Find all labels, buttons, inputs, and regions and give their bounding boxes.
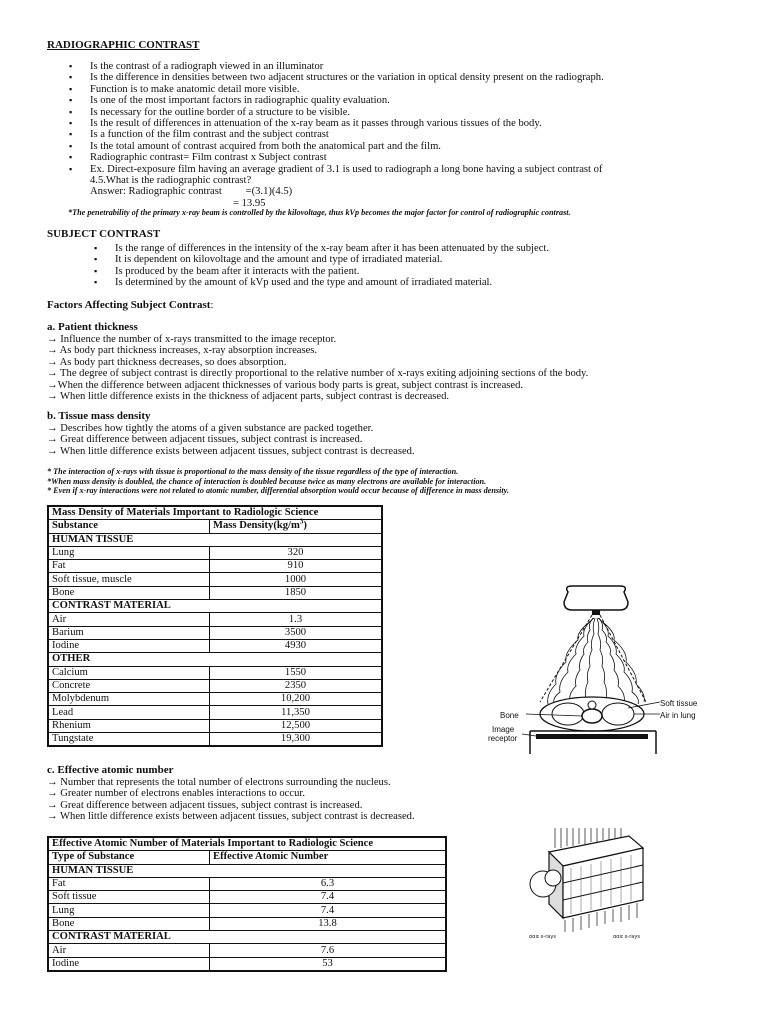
spine-bone — [582, 709, 602, 723]
table-cell-value: 7.4 — [210, 904, 447, 917]
list-item: *When mass density is doubled, the chance of interaction is doubled because twice as many electrons are available for interaction. — [47, 476, 487, 486]
bullet-item: ▪ Is necessary for the outline border of a structure to be visible. — [65, 107, 604, 118]
kvp-note: *The penetrability of the primary x-ray beam is controlled by the kilovoltage, thus kVp becomes the major factor for control of radiographic contrast. — [68, 208, 571, 217]
answer-line-2: = 13.95 — [90, 197, 266, 209]
list-item: → Great difference between adjacent tissues, subject contrast is increased. — [47, 799, 363, 811]
table-section-header: HUMAN TISSUE — [48, 533, 382, 546]
atomic-number-table-wrap — [47, 836, 447, 972]
subject-contrast-list — [90, 243, 549, 289]
list-item: → As body part thickness decreases, so does absorption. — [47, 356, 287, 368]
table-row — [48, 679, 382, 692]
table-cell-substance: Lead — [48, 706, 210, 719]
sphere-object-small — [545, 870, 561, 886]
bullet-item: ▪ Is the difference in densities between two adjacent structures or the variation in optical density present on the radiograph. — [65, 72, 604, 83]
table-row — [48, 719, 382, 732]
table-row — [48, 626, 382, 639]
table-cell-substance: Barium — [48, 626, 210, 639]
table-cell-substance: Bone — [48, 586, 210, 599]
label-receptor: receptor — [488, 734, 518, 743]
bullet-item: ▪ Radiographic contrast= Film contrast x Subject contrast — [65, 152, 604, 163]
table2-title: Effective Atomic Number of Materials Important to Radiologic Science — [48, 837, 446, 851]
example-continuation: 4.5.What is the radiographic contrast? — [90, 175, 252, 187]
patient-thickness-title: a. Patient thickness — [47, 321, 138, 333]
bullet-item: ▪ It is dependent on kilovoltage and the amount and type of irradiated material. — [90, 254, 549, 265]
radiographic-contrast-title: RADIOGRAPHIC CONTRAST — [47, 39, 200, 51]
bullet-item: ▪ Is one of the most important factors in radiographic quality evaluation. — [65, 95, 604, 106]
tube-window — [592, 610, 600, 615]
mass-density-table-wrap — [47, 505, 383, 747]
list-item: → As body part thickness increases, x-ray absorption increases. — [47, 345, 318, 357]
table-cell-substance: Iodine — [48, 639, 210, 652]
table-cell-substance: Rhenium — [48, 719, 210, 732]
bullet-item: ▪ Ex. Direct-exposure film having an average gradient of 3.1 is used to radiograph a long bone having a subject contrast of — [65, 164, 604, 175]
bullet-item: ▪ Is the result of differences in attenuation of the x-ray beam as it passes through various tissues of the body. — [65, 118, 604, 129]
atomic-number-title: c. Effective atomic number — [47, 764, 174, 776]
table-cell-substance: Soft tissue — [48, 891, 210, 904]
table-row — [48, 944, 446, 957]
atomic-number-table — [47, 836, 447, 972]
lung-right — [602, 703, 634, 725]
list-item: → Number that represents the total number of electrons surrounding the nucleus. — [47, 777, 391, 788]
answer-line-1: Answer: Radiographic contrast =(3.1)(4.5) — [90, 186, 293, 198]
bullet-item: ▪ Is the contrast of a radiograph viewed in an illuminator — [65, 61, 604, 72]
list-item: → When little difference exists between adjacent tissues, subject contrast is decreased. — [47, 811, 415, 823]
figure2-label-right: ααα x-rays — [613, 934, 640, 940]
table-cell-value: 7.6 — [210, 944, 447, 957]
table-cell-value: 1000 — [210, 573, 383, 586]
table-row — [48, 573, 382, 586]
table-row — [48, 639, 382, 652]
table-cell-substance: Bone — [48, 917, 210, 930]
table-cell-substance: Molybdenum — [48, 693, 210, 706]
list-item: →When the difference between adjacent thicknesses of various body parts is great, subject contrast is increased. — [47, 379, 524, 391]
list-item: → Influence the number of x-rays transmitted to the image receptor. — [47, 334, 337, 345]
label-bone: Bone — [500, 711, 519, 720]
absorption-block-figure — [525, 826, 653, 944]
table-cell-value: 10,200 — [210, 693, 383, 706]
table-cell-substance: Air — [48, 613, 210, 626]
table-section-header: OTHER — [48, 653, 382, 666]
factors-colon: : — [210, 300, 214, 311]
bullet-item: ▪ Function is to make anatomic detail more visible. — [65, 84, 604, 95]
table-cell-value: 19,300 — [210, 733, 383, 747]
table-cell-value: 53 — [210, 957, 447, 971]
atomic-number-list — [47, 777, 415, 823]
list-item: → When little difference exists in the thickness of adjacent parts, subject contrast is decreased. — [47, 391, 450, 403]
table1-col-substance: Substance — [48, 520, 210, 533]
table-cell-value: 13.8 — [210, 917, 447, 930]
table-cell-substance: Calcium — [48, 666, 210, 679]
bullet-item: ▪ Is the range of differences in the intensity of the x-ray beam after it has been attenuated by the subject. — [90, 243, 549, 254]
tissue-density-list — [47, 423, 415, 457]
table-cell-substance: Tungstate — [48, 733, 210, 747]
table-cell-substance: Fat — [48, 877, 210, 890]
table-cell-substance: Lung — [48, 546, 210, 559]
table-row — [48, 917, 446, 930]
table-cell-value: 7.4 — [210, 891, 447, 904]
table-row — [48, 877, 446, 890]
table1-col-density — [210, 517, 383, 533]
table-cell-substance: Lung — [48, 904, 210, 917]
table-cell-value: 320 — [210, 546, 383, 559]
table1-col-density-close: ) — [303, 520, 307, 532]
patient-thickness-list — [47, 334, 588, 402]
image-receptor-plate — [536, 734, 648, 739]
sternum — [588, 701, 596, 709]
table-row — [48, 666, 382, 679]
table-cell-value: 4930 — [210, 639, 383, 652]
table2-col-atomic: Effective Atomic Number — [210, 851, 447, 864]
table-row — [48, 546, 382, 559]
table-cell-value: 3500 — [210, 626, 383, 639]
table1-col-density-sup: 3 — [299, 517, 304, 526]
absorption-block-svg — [525, 826, 653, 944]
table2-col-type: Type of Substance — [48, 851, 210, 864]
table-cell-value: 11,350 — [210, 706, 383, 719]
tissue-density-title: b. Tissue mass density — [47, 410, 151, 422]
table-cell-substance: Soft tissue, muscle — [48, 573, 210, 586]
list-item: → The degree of subject contrast is directly proportional to the relative number of x-rays exiting adjoining sections of the body. — [47, 368, 589, 380]
table-row — [48, 891, 446, 904]
table-cell-substance: Iodine — [48, 957, 210, 971]
table1-title: Mass Density of Materials Important to Radiologic Science — [48, 506, 382, 520]
list-item: → Great difference between adjacent tissues, subject contrast is increased. — [47, 434, 363, 446]
factors-title: Factors Affecting Subject Contrast — [47, 299, 211, 311]
list-item: → Describes how tightly the atoms of a given substance are packed together. — [47, 423, 374, 434]
table-section-header: CONTRAST MATERIAL — [48, 931, 446, 944]
table1-col-density-label: Mass Density(kg/m — [213, 520, 300, 532]
label-image: Image — [492, 725, 515, 734]
radiographic-contrast-list — [65, 61, 604, 209]
table-cell-value: 910 — [210, 560, 383, 573]
xray-tube-icon — [564, 586, 628, 610]
table-row — [48, 706, 382, 719]
bullet-item: ▪ Is determined by the amount of kVp used and the type and amount of irradiated material. — [90, 277, 549, 288]
pointer-receptor — [522, 734, 536, 736]
table-section-header: CONTRAST MATERIAL — [48, 600, 382, 613]
table-cell-substance: Fat — [48, 560, 210, 573]
table-cell-value: 2350 — [210, 679, 383, 692]
bullet-item: ▪ Is produced by the beam after it interacts with the patient. — [90, 266, 549, 277]
table-cell-value: 12,500 — [210, 719, 383, 732]
table-cell-value: 1850 — [210, 586, 383, 599]
subject-contrast-title: SUBJECT CONTRAST — [47, 228, 161, 240]
table-row — [48, 613, 382, 626]
bullet-item: ▪ Is a function of the film contrast and the subject contrast — [65, 129, 604, 140]
lung-left — [552, 703, 584, 725]
xray-beam-rays — [548, 618, 645, 704]
table-cell-value: 1.3 — [210, 613, 383, 626]
table-row — [48, 560, 382, 573]
table-row — [48, 733, 382, 747]
list-item: * Even if x-ray interactions were not related to atomic number, differential absorption would occur because of difference in mass density. — [47, 486, 509, 496]
table-section-header: HUMAN TISSUE — [48, 864, 446, 877]
label-soft-tissue: Soft tissue — [660, 699, 698, 708]
list-item: * The interaction of x-rays with tissue is proportional to the mass density of the tissue regardless of the type of interaction. — [47, 467, 459, 476]
factors-heading — [47, 300, 213, 311]
table-row — [48, 957, 446, 971]
figure2-label-left: ααα x-rays — [529, 934, 556, 940]
table-cell-substance: Concrete — [48, 679, 210, 692]
xray-attenuation-figure — [478, 584, 698, 754]
tissue-density-notes — [47, 467, 509, 496]
list-item: → Greater number of electrons enables interactions to occur. — [47, 788, 305, 800]
table-row — [48, 904, 446, 917]
bullet-item: ▪ Is the total amount of contrast acquired from both the anatomical part and the film. — [65, 141, 604, 152]
table-row — [48, 693, 382, 706]
table-row — [48, 586, 382, 599]
label-air-in-lung: Air in lung — [660, 711, 696, 720]
table-cell-value: 6.3 — [210, 877, 447, 890]
mass-density-table — [47, 505, 383, 747]
list-item: → When little difference exists between adjacent tissues, subject contrast is decreased. — [47, 445, 415, 457]
table-cell-substance: Air — [48, 944, 210, 957]
table-cell-value: 1550 — [210, 666, 383, 679]
